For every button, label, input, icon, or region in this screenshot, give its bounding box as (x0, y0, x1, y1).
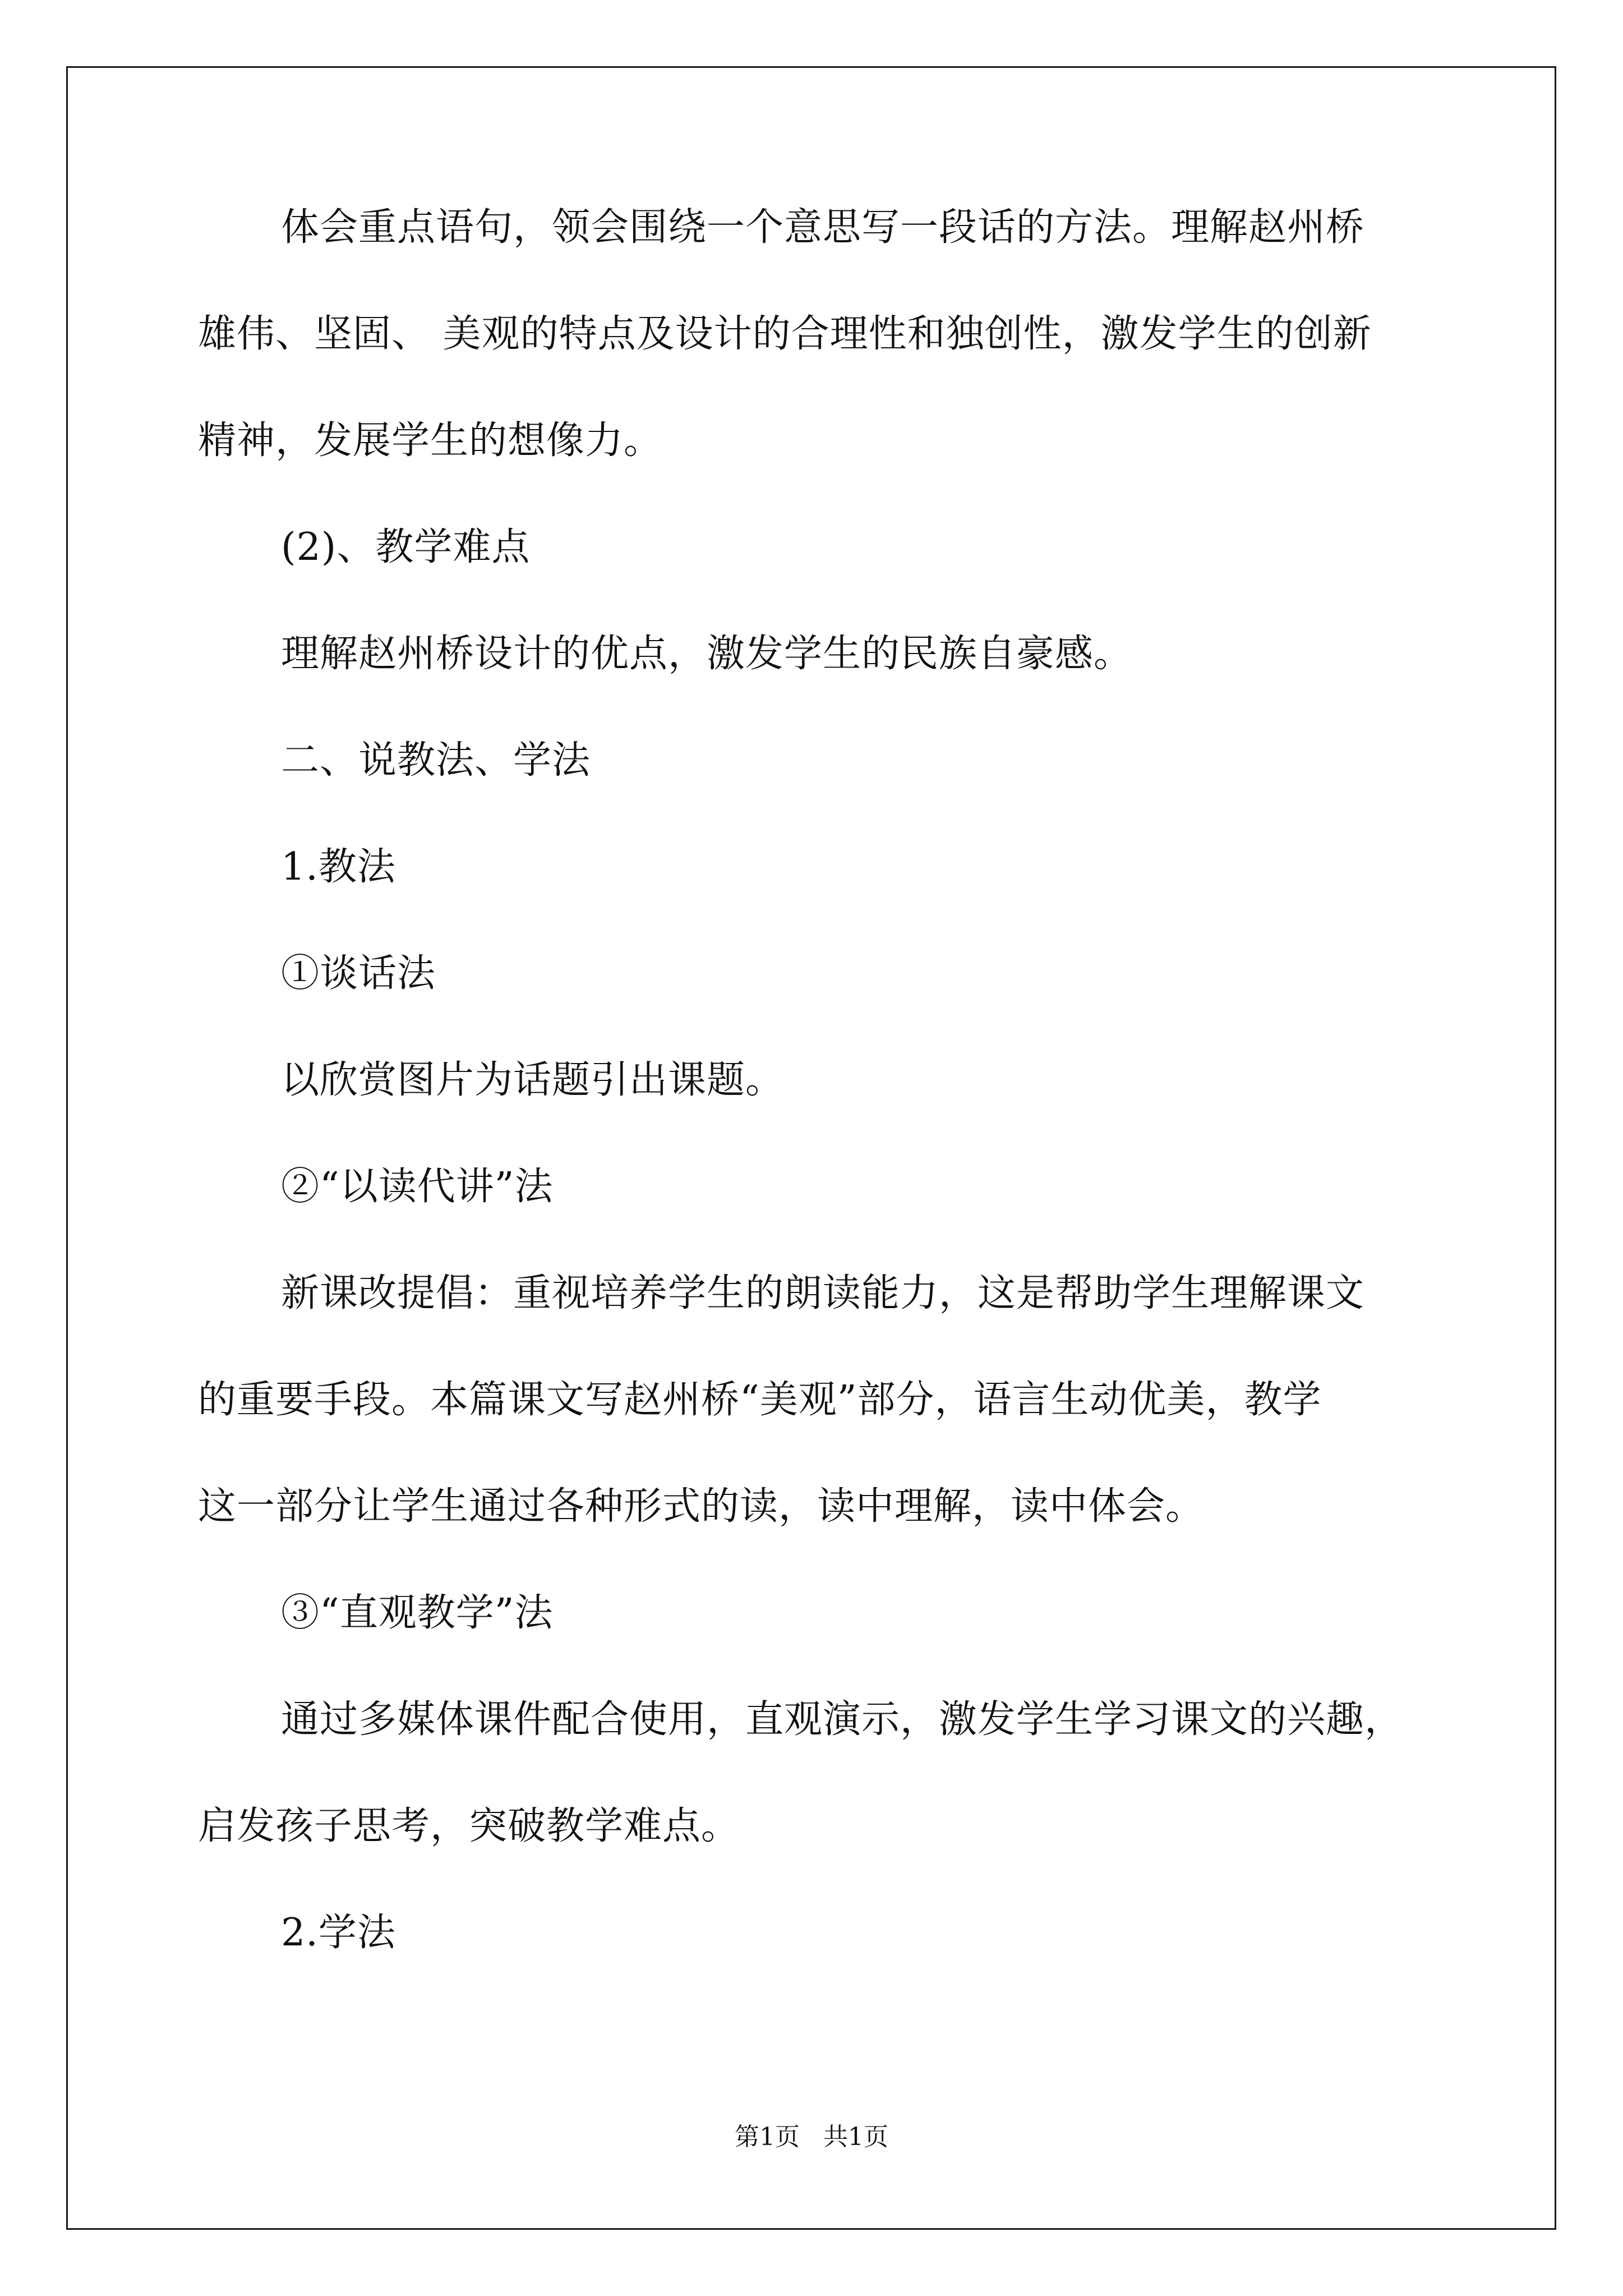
paragraph-line: 理解赵州桥设计的优点，激发学生的民族自豪感。 (281, 632, 1133, 676)
method-title: ②“以读代讲”法 (281, 1165, 554, 1209)
paragraph-line: 雄伟、坚固、 美观的特点及设计的合理性和独创性，激发学生的创新 (198, 312, 1372, 356)
paragraph-line: 以欣赏图片为话题引出课题。 (281, 1058, 785, 1102)
subheading-teaching-method: 1.教法 (281, 845, 396, 889)
paragraph-line: 的重要手段。本篇课文写赵州桥“美观”部分，语言生动优美，教学 (198, 1378, 1322, 1422)
paragraph-line: 新课改提倡：重视培养学生的朗读能力，这是帮助学生理解课文 (281, 1271, 1365, 1315)
subheading-difficulty: (2)、教学难点 (281, 525, 531, 569)
method-title: ③“直观教学”法 (281, 1591, 554, 1635)
section-heading: 二、说教法、学法 (281, 738, 591, 783)
page-number: 第1页 (735, 2123, 800, 2151)
page-total: 共1页 (823, 2123, 888, 2151)
paragraph-line: 启发孩子思考，突破教学难点。 (198, 1804, 740, 1848)
paragraph-line: 通过多媒体课件配合使用，直观演示，激发学生学习课文的兴趣， (281, 1697, 1404, 1742)
page-footer (0, 2125, 1623, 2150)
paragraph-line: 精神，发展学生的想像力。 (198, 418, 663, 463)
paragraph-line: 体会重点语句，领会围绕一个意思写一段话的方法。理解赵州桥 (281, 205, 1365, 250)
method-title: ①谈话法 (281, 951, 436, 996)
page-border (66, 66, 1556, 2230)
paragraph-line: 这一部分让学生通过各种形式的读，读中理解，读中体会。 (198, 1484, 1205, 1529)
subheading-learning-method: 2.学法 (281, 1911, 396, 1955)
